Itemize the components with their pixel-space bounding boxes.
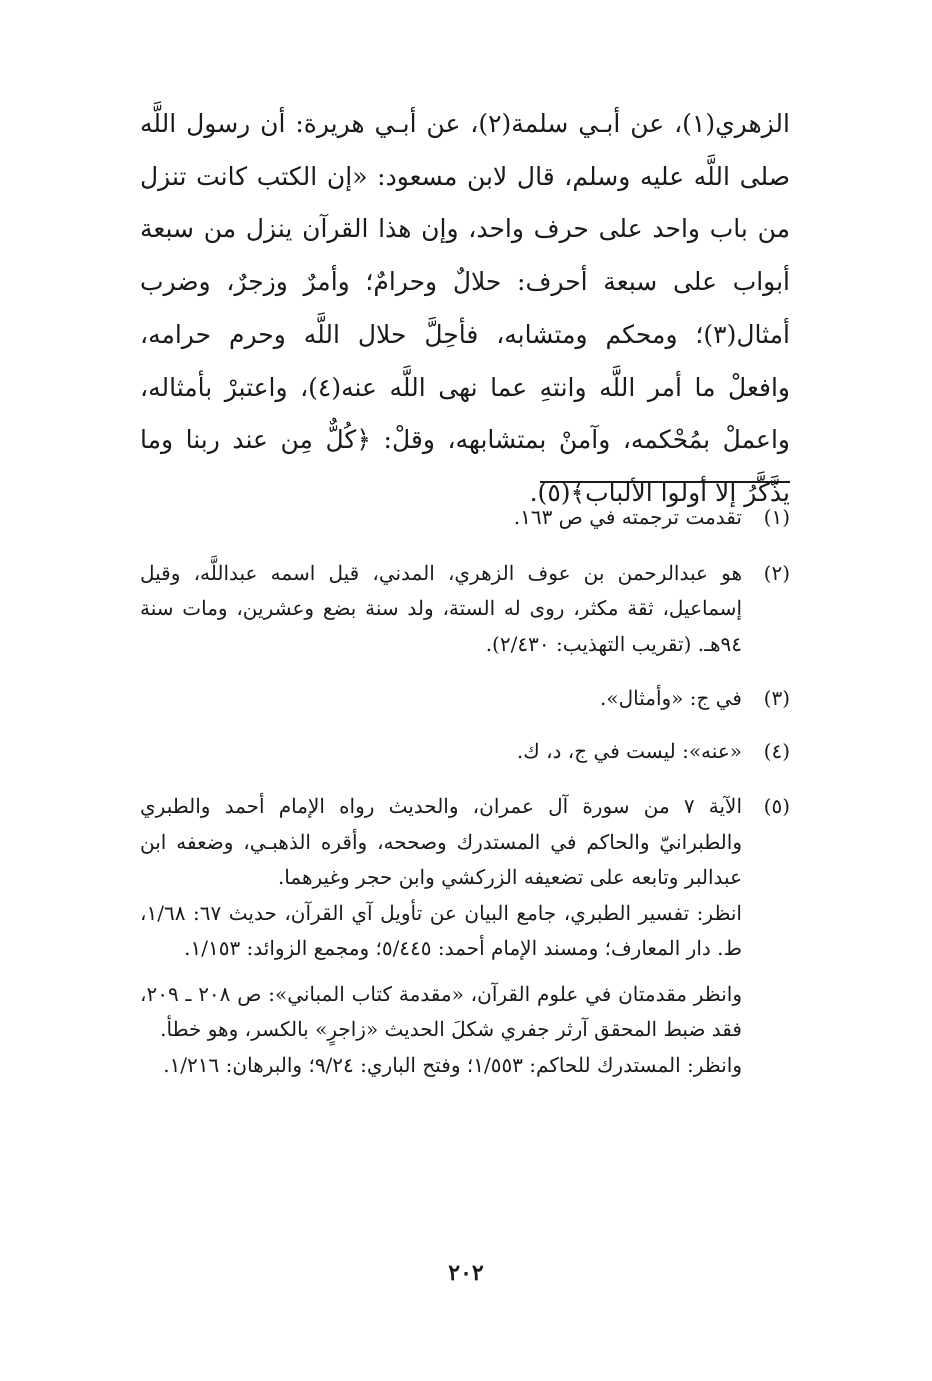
footnote-number: (٥) xyxy=(763,794,790,818)
footnote-line: هو عبدالرحمن بن عوف الزهري، المدني، قيل اسمه عبداللَّه، وقيل إسماعيل، ثقة مكثر، روى له الستة، ولد سنة بضع وعشرين، ومات سنة ٩٤هـ. (تقريب التهذيب: ٢/٤٣٠). xyxy=(140,560,743,656)
footnote-line: وانظر مقدمتان في علوم القرآن، «مقدمة كتاب المباني»: ص ٢٠٨ ـ ٢٠٩، فقد ضبط المحقق آرثر جفري شكلَ الحديث «زاجرٍ» بالكسر، وهو خطأ. xyxy=(140,981,742,1041)
main-text xyxy=(140,98,790,520)
footnote-body xyxy=(140,734,742,770)
footnote-number: (٤) xyxy=(763,738,790,763)
footnote-1 xyxy=(140,500,790,536)
footnote-5 xyxy=(140,789,790,1083)
main-paragraph: الزهري(١)، عن أبـي سلمة(٢)، عن أبـي هريرة: أن رسول اللَّه صلى اللَّه عليه وسلم، قال لابن مسعود: «إن الكتب كانت تنزل من باب واحد على حرف واحد، وإن هذا القرآن ينزل من سبعة أبواب على سبعة أحرف: حلالٌ وحرامٌ؛ وأمرٌ وزجرٌ، وضرب أمثال(٣)؛ ومحكم ومتشابه، فأحِلَّ حلال اللَّه وحرم حرامه، وافعلْ ما أمر اللَّه وانتهِ عما نهى اللَّه عنه(٤)، واعتبرْ بأمثاله، واعملْ بمُحْكمه، وآمنْ بمتشابهه، وقلْ: ﴿كُلٌّ مِن عند ربنا وما يذَّكَّرُ إلا أولوا الألباب﴾(٥). xyxy=(140,109,791,507)
footnote-number: (٣) xyxy=(763,686,790,710)
footnotes xyxy=(140,500,790,1083)
footnote-4 xyxy=(140,734,790,770)
footnote-body xyxy=(140,500,742,536)
footnote-number: (٢) xyxy=(763,560,790,585)
footnote-body xyxy=(140,556,742,663)
footnote-divider xyxy=(540,481,790,483)
footnote-line: «عنه»: ليست في ج، د، ك. xyxy=(516,738,742,763)
footnote-body xyxy=(140,681,742,717)
footnote-3 xyxy=(140,681,790,717)
footnote-number: (١) xyxy=(763,505,790,529)
footnote-2 xyxy=(140,556,790,663)
footnote-line: وانظر: المستدرك للحاكم: ١/٥٥٣؛ وفتح الباري: ٩/٢٤؛ والبرهان: ١/٢١٦. xyxy=(163,1052,742,1077)
footnote-line: في ج: «وأمثال». xyxy=(599,686,742,710)
footnote-line: تقدمت ترجمته في ص ١٦٣. xyxy=(513,505,742,529)
footnote-line: الآية ٧ من سورة آل عمران، والحديث رواه الإمام أحمد والطبري والطبرانيّ والحاكم في المستدرك وصححه، وأقره الذهبـي، وضعفه ابن عبدالبر وتابعه على تضعيفه الزركشي وابن حجر وغيرهما. xyxy=(140,794,743,889)
footnote-line: انظر: تفسير الطبري، جامع البيان عن تأويل آي القرآن، حديث ٦٧: ١/٦٨، ط. دار المعارف؛ ومسند الإمام أحمد: ٥/٤٤٥؛ ومجمع الزوائد: ١/١٥٣. xyxy=(140,900,742,960)
page-number: ٢٠٢ xyxy=(448,1260,484,1286)
footnote-body xyxy=(140,789,742,1083)
